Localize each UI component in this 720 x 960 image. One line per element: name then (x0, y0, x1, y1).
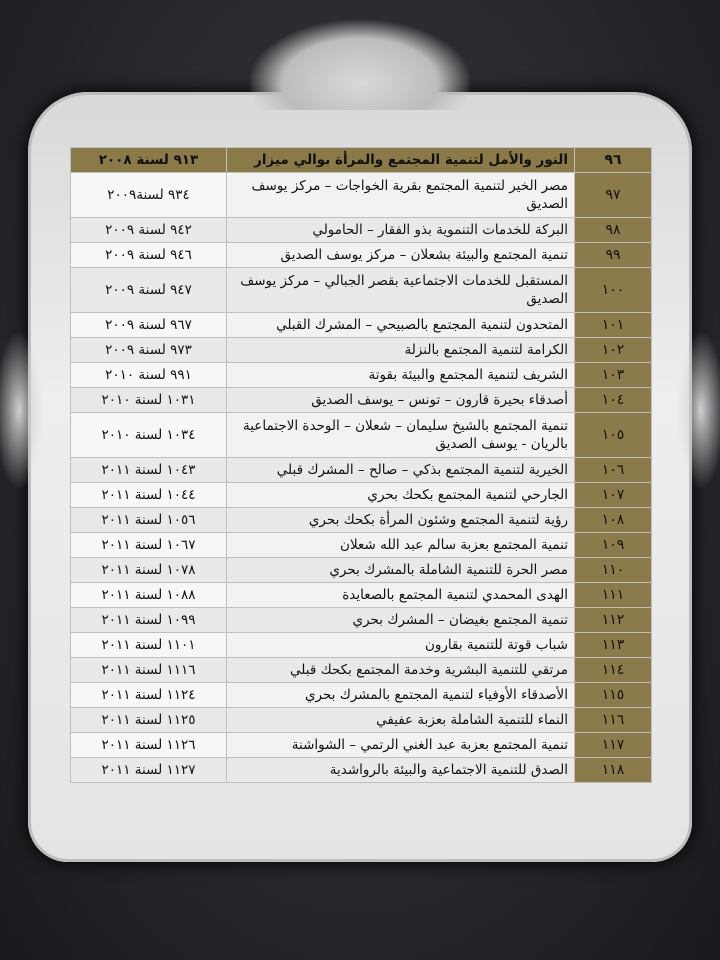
row-number-cell: ١٠٦ (575, 458, 652, 483)
left-ornament (0, 330, 44, 490)
association-name-cell: الأصدقاء الأوفياء لتنمية المجتمع بالمشرك بحري (227, 683, 575, 708)
table-row (71, 508, 652, 533)
table-row (71, 413, 652, 458)
registration-cell: ١٠٨٨ لسنة ٢٠١١ (71, 583, 227, 608)
association-name-cell: البركة للخدمات التنموية بذو الفقار – الحامولي (227, 218, 575, 243)
association-name-cell: رؤية لتنمية المجتمع وشئون المرأة بكحك بحري (227, 508, 575, 533)
association-name-cell: النور والأمل لتنمية المجتمع والمرأة بوالي ميزار (227, 148, 575, 173)
registration-cell: ١٠٤٤ لسنة ٢٠١١ (71, 483, 227, 508)
row-number-cell: ١٠٥ (575, 413, 652, 458)
registration-cell: ١٠٣١ لسنة ٢٠١٠ (71, 388, 227, 413)
registration-cell: ٩٣٤ لسنة٢٠٠٩ (71, 173, 227, 218)
table-row (71, 388, 652, 413)
registration-cell: ١١٠١ لسنة ٢٠١١ (71, 633, 227, 658)
row-number-cell: ١١٨ (575, 758, 652, 783)
association-name-cell: تنمية المجتمع بعزبة عبد الغني الرتمي – الشواشنة (227, 733, 575, 758)
association-name-cell: الهدى المحمدي لتنمية المجتمع بالصعايدة (227, 583, 575, 608)
table-row (71, 733, 652, 758)
registration-cell: ١١٢٥ لسنة ٢٠١١ (71, 708, 227, 733)
association-name-cell: تنمية المجتمع بعزبة سالم عبد الله شعلان (227, 533, 575, 558)
top-ornament (250, 20, 470, 110)
row-number-cell: ٩٩ (575, 243, 652, 268)
row-number-cell: ١١٢ (575, 608, 652, 633)
row-number-cell: ١١١ (575, 583, 652, 608)
association-name-cell: تنمية المجتمع بالشيخ سليمان – شعلان – الوحدة الاجتماعية بالريان - يوسف الصديق (227, 413, 575, 458)
row-number-cell: ١١٥ (575, 683, 652, 708)
associations-table (70, 147, 652, 783)
registration-cell: ١١٢٦ لسنة ٢٠١١ (71, 733, 227, 758)
registration-cell: ٩٩١ لسنة ٢٠١٠ (71, 363, 227, 388)
row-number-cell: ١٠١ (575, 313, 652, 338)
registration-cell: ٩٧٣ لسنة ٢٠٠٩ (71, 338, 227, 363)
table-row (71, 148, 652, 173)
association-name-cell: المستقبل للخدمات الاجتماعية بقصر الجبالي – مركز يوسف الصديق (227, 268, 575, 313)
association-name-cell: مصر الحرة للتنمية الشاملة بالمشرك بحري (227, 558, 575, 583)
row-number-cell: ١٠٣ (575, 363, 652, 388)
row-number-cell: ١٠٨ (575, 508, 652, 533)
association-name-cell: مرتقي للتنمية البشرية وخدمة المجتمع بكحك قبلي (227, 658, 575, 683)
association-name-cell: تنمية المجتمع بغيضان – المشرك بحري (227, 608, 575, 633)
table-row (71, 338, 652, 363)
table-row (71, 173, 652, 218)
association-name-cell: شباب قوتة للتنمية بقارون (227, 633, 575, 658)
table-row (71, 708, 652, 733)
row-number-cell: ٩٨ (575, 218, 652, 243)
registration-cell: ١٠٧٨ لسنة ٢٠١١ (71, 558, 227, 583)
registration-cell: ٩٤٦ لسنة ٢٠٠٩ (71, 243, 227, 268)
row-number-cell: ١٠٧ (575, 483, 652, 508)
association-name-cell: النماء للتنمية الشاملة بعزبة عفيفي (227, 708, 575, 733)
row-number-cell: ٩٧ (575, 173, 652, 218)
table-row (71, 608, 652, 633)
registration-cell: ١٠٣٤ لسنة ٢٠١٠ (71, 413, 227, 458)
registration-cell: ١١٢٧ لسنة ٢٠١١ (71, 758, 227, 783)
association-name-cell: الجارحي لتنمية المجتمع بكحك بحري (227, 483, 575, 508)
table-row (71, 683, 652, 708)
registration-cell: ١٠٦٧ لسنة ٢٠١١ (71, 533, 227, 558)
table-row (71, 218, 652, 243)
registration-cell: ١٠٥٦ لسنة ٢٠١١ (71, 508, 227, 533)
associations-table-container (70, 147, 652, 783)
registration-cell: ٩٤٢ لسنة ٢٠٠٩ (71, 218, 227, 243)
row-number-cell: ١١٧ (575, 733, 652, 758)
table-row (71, 633, 652, 658)
row-number-cell: ١٠٢ (575, 338, 652, 363)
row-number-cell: ١١٣ (575, 633, 652, 658)
table-row (71, 458, 652, 483)
registration-cell: ٩١٣ لسنة ٢٠٠٨ (71, 148, 227, 173)
registration-cell: ١١٢٤ لسنة ٢٠١١ (71, 683, 227, 708)
row-number-cell: ١٠٠ (575, 268, 652, 313)
table-row (71, 483, 652, 508)
association-name-cell: أصدقاء بحيرة قارون – تونس – يوسف الصديق (227, 388, 575, 413)
association-name-cell: مصر الخير لتنمية المجتمع بقرية الخواجات – مركز يوسف الصديق (227, 173, 575, 218)
table-row (71, 313, 652, 338)
table-row (71, 658, 652, 683)
association-name-cell: الصدق للتنمية الاجتماعية والبيئة بالرواشدية (227, 758, 575, 783)
table-row (71, 583, 652, 608)
right-ornament (676, 330, 720, 490)
registration-cell: ٩٦٧ لسنة ٢٠٠٩ (71, 313, 227, 338)
registration-cell: ١٠٤٣ لسنة ٢٠١١ (71, 458, 227, 483)
registration-cell: ١٠٩٩ لسنة ٢٠١١ (71, 608, 227, 633)
row-number-cell: ٩٦ (575, 148, 652, 173)
row-number-cell: ١١٤ (575, 658, 652, 683)
association-name-cell: الكرامة لتنمية المجتمع بالنزلة (227, 338, 575, 363)
row-number-cell: ١١٦ (575, 708, 652, 733)
row-number-cell: ١٠٩ (575, 533, 652, 558)
table-row (71, 363, 652, 388)
row-number-cell: ١٠٤ (575, 388, 652, 413)
association-name-cell: المتحدون لتنمية المجتمع بالصبيحي – المشرك القبلي (227, 313, 575, 338)
table-row (71, 243, 652, 268)
registration-cell: ٩٤٧ لسنة ٢٠٠٩ (71, 268, 227, 313)
association-name-cell: الخيرية لتنمية المجتمع بذكي – صالح – المشرك قبلي (227, 458, 575, 483)
association-name-cell: تنمية المجتمع والبيئة بشعلان – مركز يوسف الصديق (227, 243, 575, 268)
table-row (71, 758, 652, 783)
association-name-cell: الشريف لتنمية المجتمع والبيئة بقوتة (227, 363, 575, 388)
table-row (71, 558, 652, 583)
registration-cell: ١١١٦ لسنة ٢٠١١ (71, 658, 227, 683)
row-number-cell: ١١٠ (575, 558, 652, 583)
table-row (71, 268, 652, 313)
table-row (71, 533, 652, 558)
